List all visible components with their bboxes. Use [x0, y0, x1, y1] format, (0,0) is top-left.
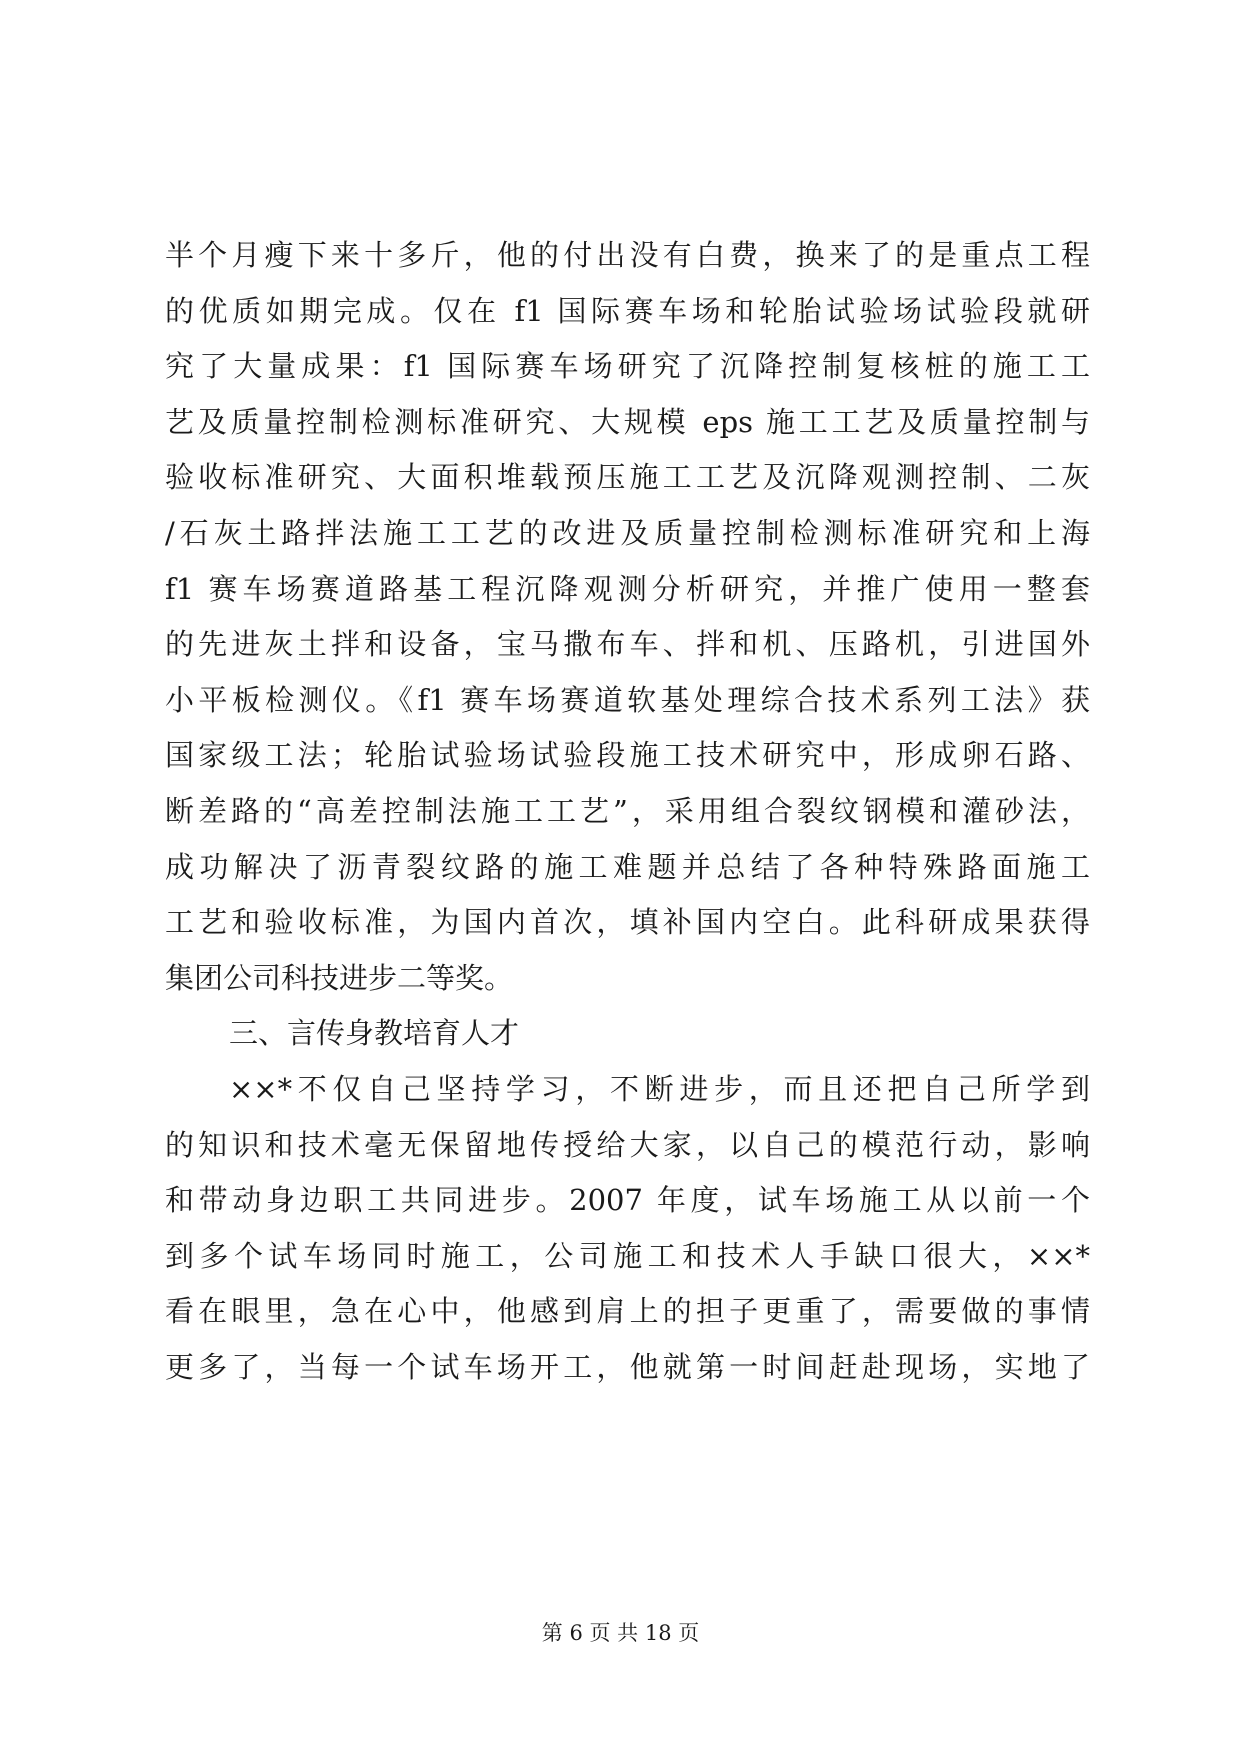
text-line: 成功解决了沥青裂纹路的施工难题并总结了各种特殊路面施工: [165, 849, 1090, 884]
text-line: 工艺和验收标准，为国内首次，填补国内空白。此科研成果获得: [165, 905, 1090, 940]
text-line: 断差路的“高差控制法施工工艺”，采用组合裂纹钢模和灌砂法，: [165, 793, 1090, 828]
body-text: [165, 228, 1090, 1395]
text-line: 的先进灰土拌和设备，宝马撒布车、拌和机、压路机，引进国外: [165, 627, 1090, 662]
text-line: 的优质如期完成。仅在 f1 国际赛车场和轮胎试验场试验段就研: [165, 293, 1090, 328]
text-line: 小平板检测仪。《f1 赛车场赛道软基处理综合技术系列工法》获: [165, 682, 1090, 717]
text-line: 和带动身边职工共同进步。2007 年度，试车场施工从以前一个: [165, 1183, 1090, 1218]
text-line: 的知识和技术毫无保留地传授给大家，以自己的模范行动，影响: [165, 1127, 1090, 1162]
section-heading: 三、言传身教培育人才: [229, 1016, 520, 1051]
text-line: 国家级工法；轮胎试验场试验段施工技术研究中，形成卵石路、: [165, 738, 1090, 773]
text-line: 半个月瘦下来十多斤，他的付出没有白费，换来了的是重点工程: [165, 238, 1090, 272]
page-number: 第 6 页 共 18 页: [541, 1621, 700, 1645]
text-line: 更多了，当每一个试车场开工，他就第一时间赶赴现场，实地了: [165, 1349, 1090, 1384]
text-line: /石灰土路拌法施工工艺的改进及质量控制检测标准研究和上海: [165, 515, 1090, 550]
text-line: ××*不仅自己坚持学习，不断进步，而且还把自己所学到: [229, 1071, 1090, 1106]
text-line: 究了大量成果：f1 国际赛车场研究了沉降控制复核桩的施工工: [165, 349, 1090, 384]
text-line: 集团公司科技进步二等奖。: [165, 960, 514, 995]
text-line: 到多个试车场同时施工，公司施工和技术人手缺口很大，××*: [165, 1238, 1090, 1273]
text-line: f1 赛车场赛道路基工程沉降观测分析研究，并推广使用一整套: [165, 571, 1090, 606]
text-line: 看在眼里，急在心中，他感到肩上的担子更重了，需要做的事情: [165, 1294, 1090, 1329]
text-line: 验收标准研究、大面积堆载预压施工工艺及沉降观测控制、二灰: [165, 460, 1090, 495]
text-line: 艺及质量控制检测标准研究、大规模 eps 施工工艺及质量控制与: [165, 404, 1090, 439]
page-footer: [0, 1618, 1241, 1648]
